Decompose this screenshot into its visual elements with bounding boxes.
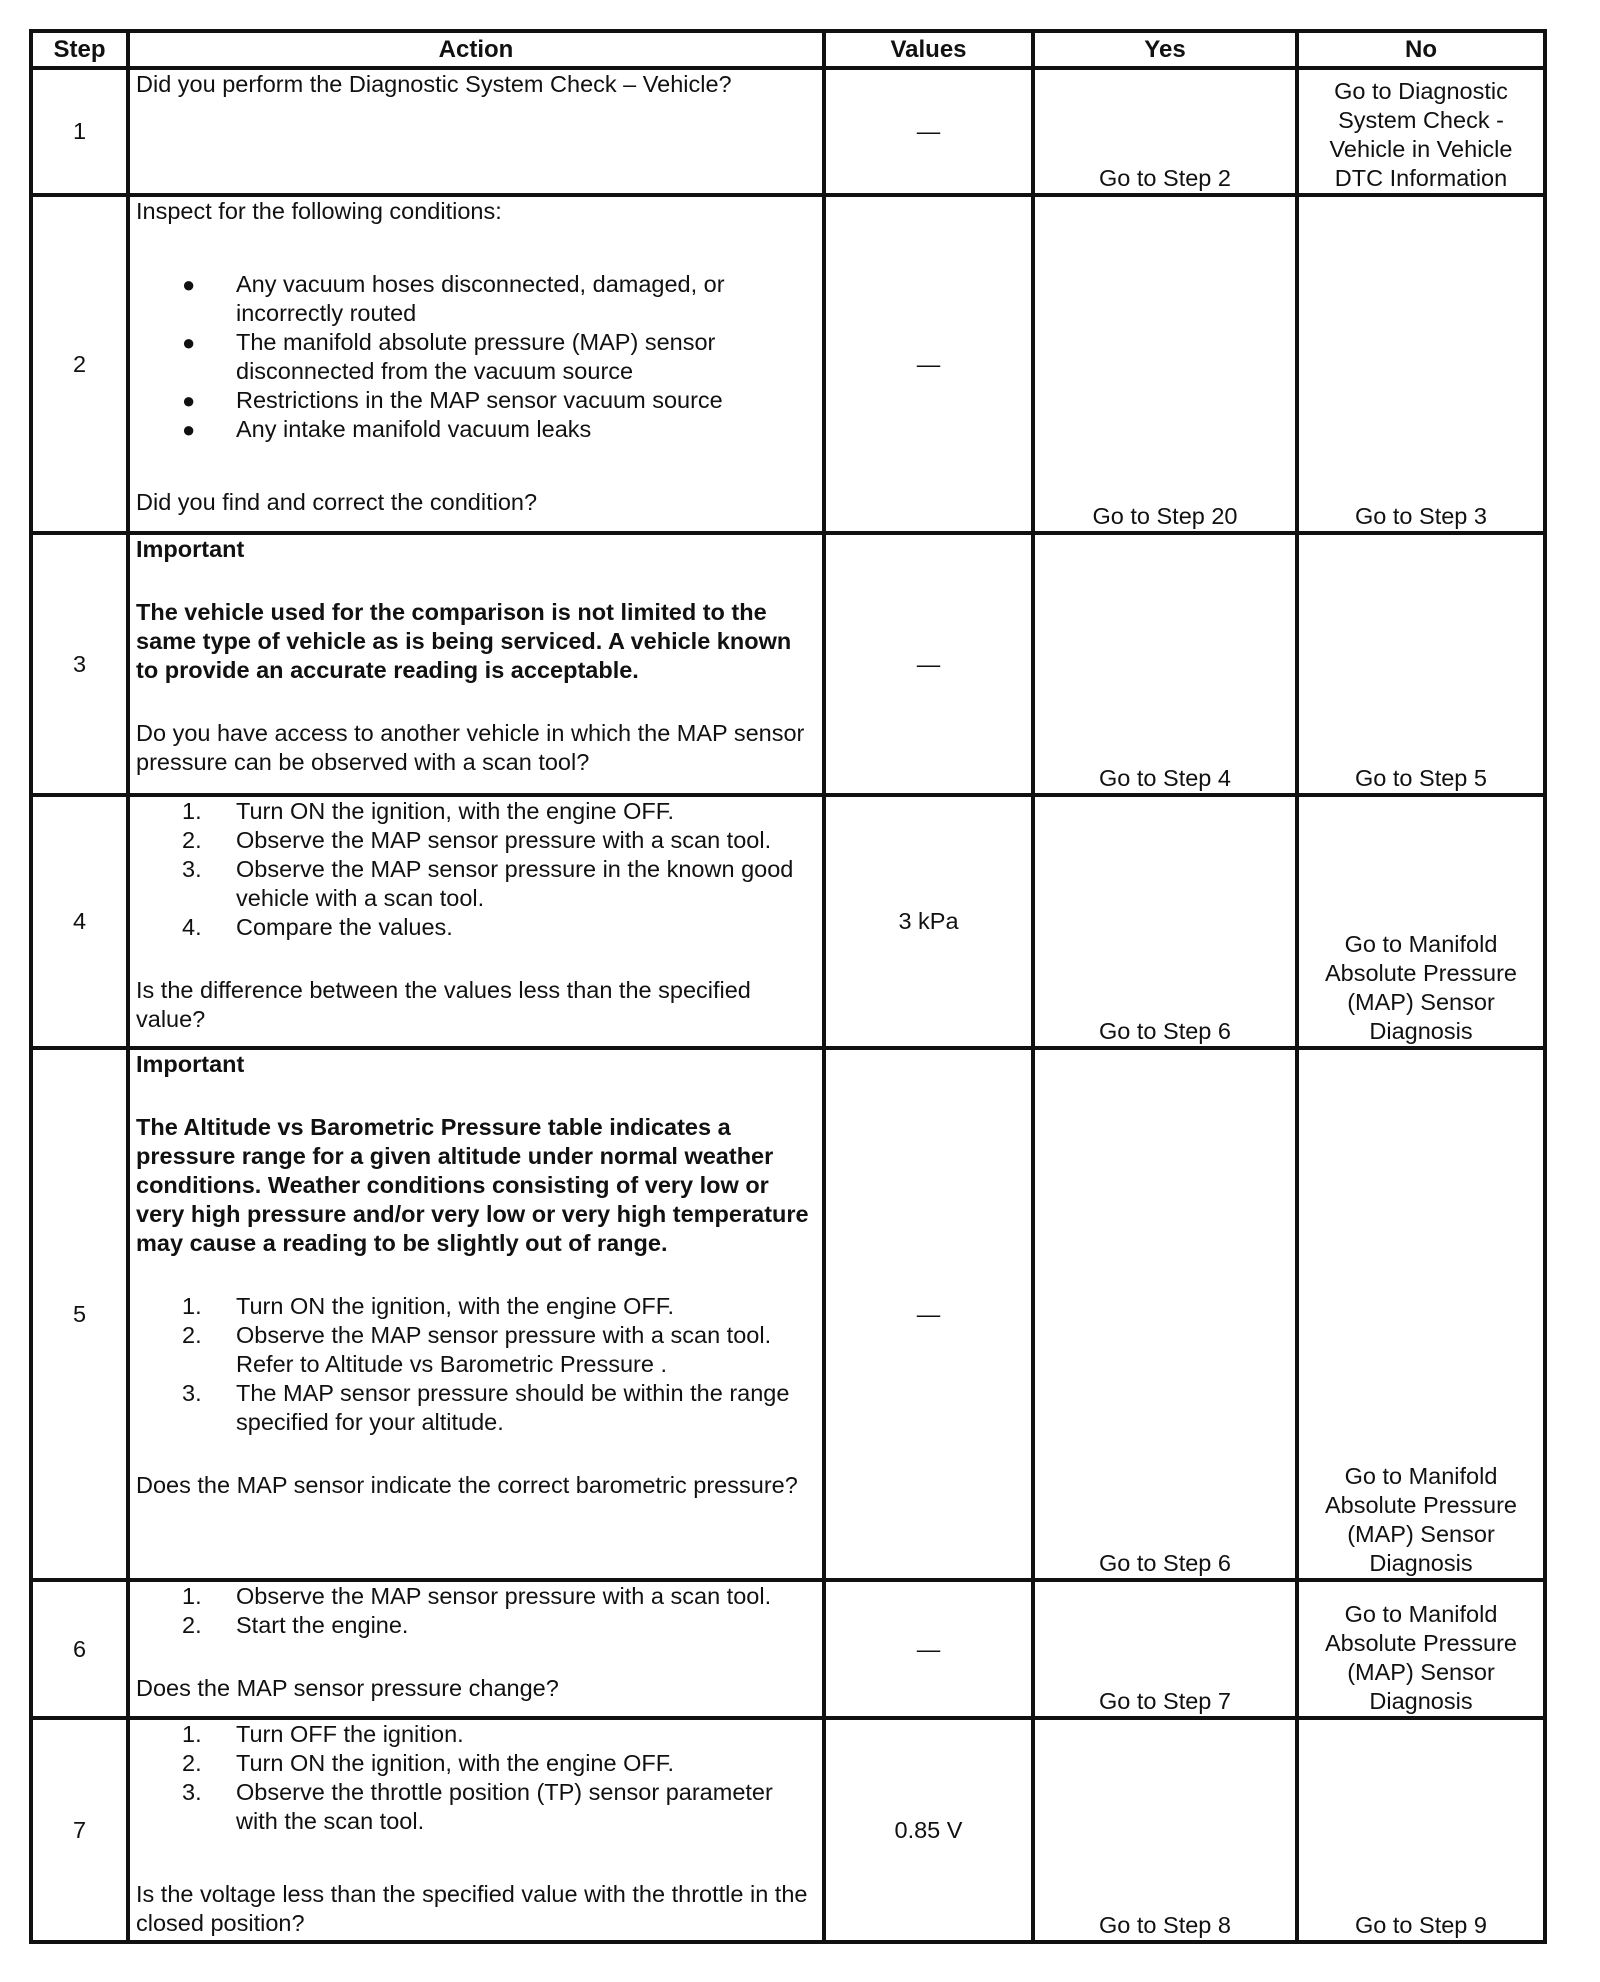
action-intro: Inspect for the following conditions:	[136, 198, 502, 224]
procedure-list	[136, 1292, 816, 1437]
header-no: No	[1297, 31, 1545, 68]
table-row	[31, 1048, 1545, 1580]
yes-cell: Go to Step 6	[1033, 1048, 1297, 1580]
list-item: 1. Turn ON the ignition, with the engine OFF.	[182, 1293, 675, 1319]
yes-cell: Go to Step 4	[1033, 533, 1297, 795]
no-cell: Go to Step 3	[1297, 195, 1545, 533]
no-cell: Go to Step 9	[1297, 1718, 1545, 1942]
list-item: ● The manifold absolute pressure (MAP) sensor disconnected from the vacuum source	[182, 329, 716, 384]
list-item: 2. Turn ON the ignition, with the engine OFF.	[182, 1750, 675, 1776]
table-row	[31, 795, 1545, 1048]
yes-cell: Go to Step 2	[1033, 68, 1297, 195]
action-question: Is the difference between the values less than the specified value?	[136, 977, 751, 1032]
value-cell: 0.85 V	[824, 1718, 1033, 1942]
list-item: ● Any intake manifold vacuum leaks	[182, 416, 592, 442]
yes-cell: Go to Step 6	[1033, 795, 1297, 1048]
list-item: 2. Observe the MAP sensor pressure with a scan tool. Refer to Altitude vs Barometric Pressure .	[182, 1322, 772, 1377]
procedure-list	[136, 797, 816, 942]
action-cell	[128, 195, 824, 533]
action-question: Do you have access to another vehicle in which the MAP sensor pressure can be observed with a scan tool?	[136, 720, 805, 775]
list-item: 2. Start the engine.	[182, 1612, 409, 1638]
action-cell	[128, 795, 824, 1048]
diagnostic-table	[29, 29, 1547, 1944]
action-question: Is the voltage less than the specified value with the throttle in the closed position?	[136, 1881, 808, 1936]
procedure-list	[136, 1720, 816, 1836]
important-text: The Altitude vs Barometric Pressure table indicates a pressure range for a given altitude under normal weather conditions. Weather conditions consisting of very low or very high pressure and/or very low or very high temperature may cause a reading to be slightly out of range.	[136, 1114, 809, 1256]
header-step: Step	[31, 31, 128, 68]
list-item: ● Restrictions in the MAP sensor vacuum source	[182, 387, 723, 413]
step-number: 5	[31, 1048, 128, 1580]
list-item: 3. Observe the MAP sensor pressure in the known good vehicle with a scan tool.	[182, 856, 794, 911]
value-cell: —	[824, 195, 1033, 533]
important-label: Important	[136, 1051, 245, 1077]
table-row	[31, 533, 1545, 795]
value-cell: —	[824, 68, 1033, 195]
list-item: 2. Observe the MAP sensor pressure with a scan tool.	[182, 827, 772, 853]
step-number: 6	[31, 1580, 128, 1718]
yes-cell: Go to Step 7	[1033, 1580, 1297, 1718]
action-cell	[128, 1718, 824, 1942]
no-cell: Go to Manifold Absolute Pressure (MAP) Sensor Diagnosis	[1297, 1580, 1545, 1718]
no-cell: Go to Manifold Absolute Pressure (MAP) Sensor Diagnosis	[1297, 1048, 1545, 1580]
header-yes: Yes	[1033, 31, 1297, 68]
list-item: 1. Turn ON the ignition, with the engine OFF.	[182, 798, 675, 824]
list-item: ● Any vacuum hoses disconnected, damaged, or incorrectly routed	[182, 271, 725, 326]
value-cell: —	[824, 1048, 1033, 1580]
action-question: Does the MAP sensor indicate the correct barometric pressure?	[136, 1472, 798, 1498]
list-item: 1. Turn OFF the ignition.	[182, 1721, 464, 1747]
list-item: 3. The MAP sensor pressure should be within the range specified for your altitude.	[182, 1380, 790, 1435]
table-row	[31, 68, 1545, 195]
no-cell: Go to Step 5	[1297, 533, 1545, 795]
list-item: 4. Compare the values.	[182, 914, 453, 940]
header-action: Action	[128, 31, 824, 68]
important-text: The vehicle used for the comparison is not limited to the same type of vehicle as is being serviced. A vehicle known to provide an accurate reading is acceptable.	[136, 599, 792, 683]
value-cell: 3 kPa	[824, 795, 1033, 1048]
action-cell	[128, 1580, 824, 1718]
list-item: 1. Observe the MAP sensor pressure with a scan tool.	[182, 1583, 772, 1609]
procedure-list	[136, 1582, 816, 1640]
important-label: Important	[136, 536, 245, 562]
header-row	[31, 31, 1545, 68]
table-row	[31, 1718, 1545, 1942]
action-question: Did you perform the Diagnostic System Check – Vehicle?	[136, 71, 732, 97]
header-values: Values	[824, 31, 1033, 68]
value-cell: —	[824, 533, 1033, 795]
step-number: 3	[31, 533, 128, 795]
step-number: 2	[31, 195, 128, 533]
no-cell: Go to Diagnostic System Check - Vehicle in Vehicle DTC Information	[1297, 68, 1545, 195]
yes-cell: Go to Step 20	[1033, 195, 1297, 533]
table-row	[31, 1580, 1545, 1718]
action-cell	[128, 1048, 824, 1580]
table-row	[31, 195, 1545, 533]
action-question: Does the MAP sensor pressure change?	[136, 1675, 559, 1701]
condition-list	[136, 270, 816, 444]
step-number: 4	[31, 795, 128, 1048]
action-cell	[128, 533, 824, 795]
yes-cell: Go to Step 8	[1033, 1718, 1297, 1942]
step-number: 1	[31, 68, 128, 195]
step-number: 7	[31, 1718, 128, 1942]
action-question: Did you find and correct the condition?	[136, 489, 538, 515]
no-cell: Go to Manifold Absolute Pressure (MAP) Sensor Diagnosis	[1297, 795, 1545, 1048]
value-cell: —	[824, 1580, 1033, 1718]
action-cell	[128, 68, 824, 195]
list-item: 3. Observe the throttle position (TP) sensor parameter with the scan tool.	[182, 1779, 773, 1834]
